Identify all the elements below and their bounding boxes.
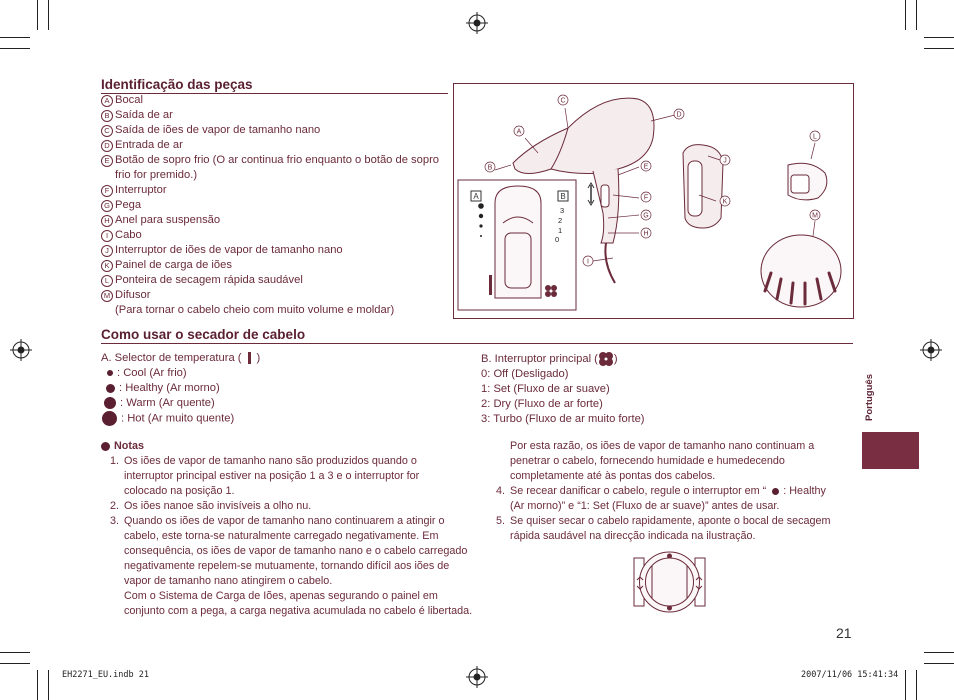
switch-number: 1 bbox=[558, 226, 563, 235]
figure-label: B bbox=[487, 164, 493, 172]
inset-label-b: B bbox=[560, 192, 566, 201]
note-continuation: Por esta razão, os iões de vapor de tamanho nano continuam a penetrar o cabelo, fornecendo humidade e humedecendo completamente até às pontas dos cabelos. bbox=[510, 440, 815, 482]
temperature-selector: A. Selector de temperatura ( ) : Cool (Ar frio) : Healthy (Ar morno) : Warm (Ar quente) : Hot (Ar muito quente) bbox=[101, 352, 261, 425]
figure-label: G bbox=[643, 212, 649, 220]
heading-rule bbox=[101, 343, 853, 344]
footer-date: 2007/11/06 15:41:34 bbox=[801, 670, 899, 680]
registration-mark-icon bbox=[10, 339, 32, 361]
warm-dot-icon bbox=[104, 397, 116, 409]
figure-label: I bbox=[587, 258, 589, 266]
temp-dot-mark bbox=[479, 224, 482, 227]
part-item: A Bocal bbox=[101, 93, 446, 108]
nozzle-illustration bbox=[632, 548, 707, 616]
part-item: L Ponteira de secagem rápida saudável bbox=[101, 273, 446, 288]
figure-label: A bbox=[516, 128, 522, 136]
part-item: E Botão de sopro frio (O ar continua frio enquanto o botão de sopro bbox=[101, 153, 446, 168]
part-item: I Cabo bbox=[101, 228, 446, 243]
healthy-dot-icon bbox=[106, 384, 115, 393]
figure-label: C bbox=[560, 97, 566, 105]
figure-label: E bbox=[643, 163, 649, 171]
notes-right bbox=[496, 439, 856, 544]
parts-heading: Identificação das peças bbox=[101, 77, 253, 92]
note-item: 2. Os iões nanoe são invisíveis a olho nu. bbox=[110, 500, 312, 512]
registration-mark-icon bbox=[466, 666, 488, 688]
notes-left: Notas 1. Os iões de vapor de tamanho nano são produzidos quando o interruptor principal estiver na posição 1 a 3 e o interruptor for colocado na posição 1. 2. Os iões nanoe são invisíveis a olho nu. 3. Quando os iões de vapor de tamanho nano continuarem a atingir o cabelo, este torna-se naturalmente carregado negativamente. Em consequência, os iões de vapor de tamanho nano e o cabelo carregado negativamente repelem-se mutuamente, tornando difícil aos iões de vapor de tamanho nano atingirem o cabelo. Com o Sistema de Carga de Iões, apenas segurando o painel em conjunto com a pega, a carga negativa acumulada no cabelo é libertada. bbox=[101, 439, 476, 619]
parts-list bbox=[101, 93, 446, 318]
figure-label: J bbox=[723, 157, 727, 165]
footer-file: EH2271_EU.indb 21 bbox=[62, 670, 149, 680]
part-item: D Entrada de ar bbox=[101, 138, 446, 153]
figure-label: M bbox=[812, 212, 818, 220]
fan-icon bbox=[598, 351, 614, 367]
part-item: J Interruptor de iões de vapor de tamanho nano bbox=[101, 243, 446, 258]
part-item: M Difusor bbox=[101, 288, 446, 303]
part-item: C Saída de iões de vapor de tamanho nano bbox=[101, 123, 446, 138]
figure-label: F bbox=[643, 194, 649, 202]
switch-number: 3 bbox=[560, 206, 565, 215]
usage-heading: Como usar o secador de cabelo bbox=[101, 327, 306, 342]
figure-label: L bbox=[813, 133, 817, 141]
switch-number: 0 bbox=[555, 235, 560, 244]
hot-dot-icon bbox=[102, 411, 117, 426]
temp-dot-mark bbox=[480, 235, 482, 237]
page-number: 21 bbox=[836, 625, 852, 641]
fan-icon bbox=[545, 285, 557, 297]
part-item-continuation: frio for premido.) bbox=[115, 169, 198, 181]
figure-label: H bbox=[643, 230, 649, 238]
part-item: G Pega bbox=[101, 198, 446, 213]
inset-label-a: A bbox=[473, 192, 479, 201]
registration-mark-icon bbox=[920, 339, 942, 361]
note-item: 1. Os iões de vapor de tamanho nano são produzidos quando o interruptor principal estiver na posição 1 a 3 e o interruptor for colocado na posição 1. bbox=[110, 455, 420, 497]
registration-mark-icon bbox=[466, 12, 488, 34]
part-item: B Saída de ar bbox=[101, 108, 446, 123]
note-item: 5. Se quiser secar o cabelo rapidamente, aponte o bocal de secagem rápida saudável na direcção indicada na ilustração. bbox=[496, 515, 831, 542]
bullet-icon bbox=[101, 442, 110, 451]
main-switch: B. Interruptor principal ( ) 0: Off (Desligado) 1: Set (Fluxo de ar suave) 2: Dry (Fluxo de ar forte) 3: Turbo (Fluxo de ar muito forte) bbox=[481, 352, 645, 425]
part-item-continuation: (Para tornar o cabelo cheio com muito volume e moldar) bbox=[115, 304, 395, 316]
part-item: K Painel de carga de iões bbox=[101, 258, 446, 273]
language-tab bbox=[862, 432, 919, 469]
hair-dryer-diagram bbox=[453, 83, 854, 319]
note-item: 3. Quando os iões de vapor de tamanho nano continuarem a atingir o cabelo, este torna-se naturalmente carregado negativamente. Em consequência, os iões de vapor de tamanho nano e o cabelo carregado negativamente repelem-se mutuamente, tornando difícil aos iões de vapor de tamanho nano atingirem o cabelo. Com o Sistema de Carga de Iões, apenas segurando o painel em conjunto com a pega, a carga negativa acumulada no cabelo é libertada. bbox=[110, 515, 473, 617]
figure-label: D bbox=[676, 111, 682, 119]
note-item: 4. Se recear danificar o cabelo, regule o interruptor em “ : Healthy (Ar morno)” e “1: Set (Fluxo de ar suave)” antes de usar. bbox=[496, 485, 826, 512]
temp-dot-mark bbox=[478, 203, 484, 209]
figure-label: K bbox=[722, 198, 728, 206]
cool-dot-icon bbox=[107, 370, 113, 376]
thermometer-icon bbox=[489, 275, 492, 295]
part-item: H Anel para suspensão bbox=[101, 213, 446, 228]
temp-dot-mark bbox=[479, 214, 483, 218]
switch-number: 2 bbox=[558, 216, 563, 225]
healthy-dot-icon bbox=[772, 488, 779, 495]
language-tab-label: Português bbox=[863, 374, 875, 421]
part-item: F Interruptor bbox=[101, 183, 446, 198]
thermometer-icon bbox=[248, 352, 251, 364]
